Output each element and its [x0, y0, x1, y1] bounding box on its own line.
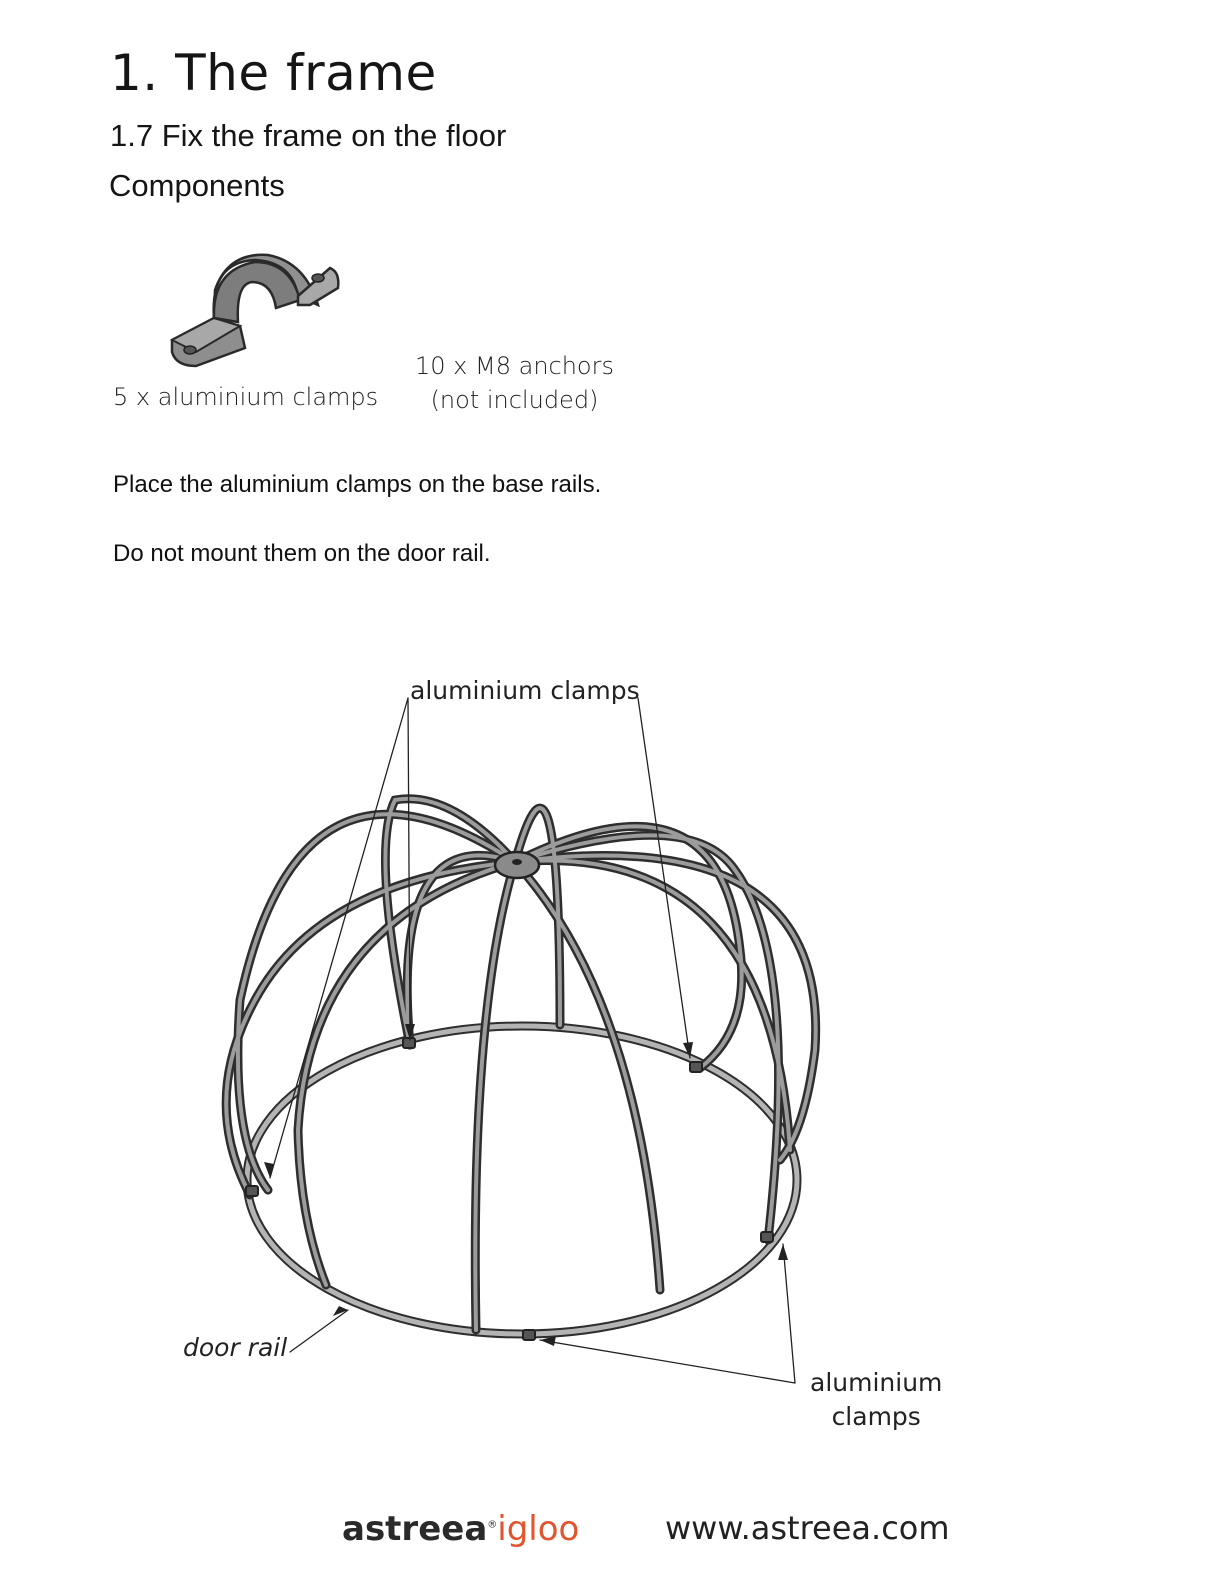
clamps-caption: 5 x aluminium clamps	[113, 383, 379, 411]
callout-bottom-line1: aluminium	[810, 1368, 943, 1397]
leader-lines	[270, 698, 795, 1383]
website-link[interactable]: www.astreea.com	[665, 1509, 950, 1547]
page-title: 1. The frame	[110, 44, 437, 102]
top-hub	[495, 852, 539, 878]
callout-aluminium-clamps-bottom	[810, 1366, 942, 1434]
instruction-line-2: Do not mount them on the door rail.	[113, 540, 491, 567]
instruction-line-1: Place the aluminium clamps on the base rails.	[113, 471, 602, 498]
anchors-caption-line2: (not included)	[430, 386, 599, 414]
brand-logo	[342, 1509, 579, 1549]
callout-aluminium-clamps-top: aluminium clamps	[410, 676, 640, 705]
anchors-caption-line1: 10 x M8 anchors	[415, 352, 614, 380]
igloo-frame-diagram	[226, 698, 815, 1383]
step-subtitle: 1.7 Fix the frame on the floor	[110, 118, 507, 153]
clamp-illustration	[172, 255, 338, 366]
callout-bottom-line2: clamps	[831, 1402, 921, 1431]
clamp-markers	[246, 1038, 773, 1340]
components-heading: Components	[109, 168, 285, 203]
callout-door-rail: door rail	[183, 1333, 288, 1362]
anchors-caption	[415, 349, 614, 417]
brand-name: astreea	[342, 1509, 488, 1549]
registered-mark: ®	[487, 1519, 498, 1531]
brand-product: igloo	[497, 1509, 580, 1549]
